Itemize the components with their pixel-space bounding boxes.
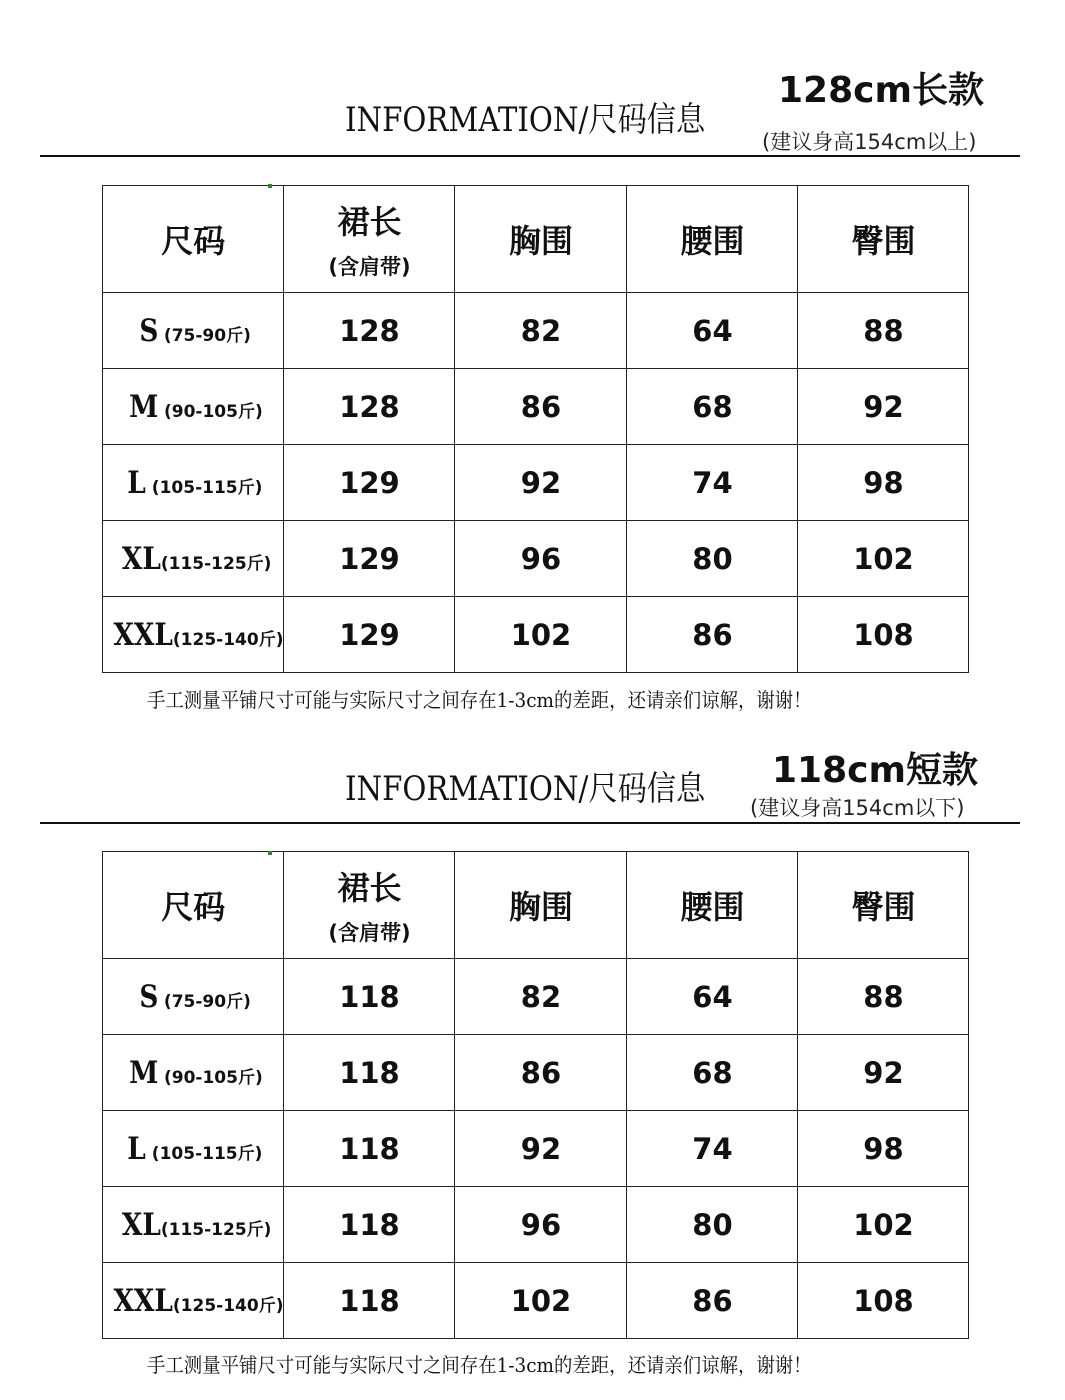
size-label: M	[128, 388, 159, 425]
size-label: XXL	[113, 1282, 173, 1319]
length-value: 129	[284, 597, 455, 673]
measurement-note: 手工测量平铺尺寸可能与实际尺寸之间存在1-3cm的差距，还请亲们谅解，谢谢！	[147, 688, 812, 712]
hip-value: 88	[798, 293, 969, 369]
waist-value: 86	[627, 597, 798, 673]
hip-value: 88	[798, 959, 969, 1035]
table-row	[103, 1263, 969, 1339]
size-label: S	[138, 978, 159, 1015]
chest-value: 92	[455, 1111, 627, 1187]
header-length-label: 裙长	[337, 869, 402, 907]
green-corner-mark	[268, 184, 272, 188]
chest-value: 102	[455, 597, 627, 673]
chest-value: 96	[455, 1187, 627, 1263]
table-row	[103, 521, 969, 597]
measurement-note: 手工测量平铺尺寸可能与实际尺寸之间存在1-3cm的差距，还请亲们谅解，谢谢！	[147, 1353, 812, 1377]
size-cell	[103, 1111, 284, 1187]
waist-value: 74	[627, 1111, 798, 1187]
size-label: S	[138, 312, 159, 349]
chest-value: 82	[455, 293, 627, 369]
hip-value: 102	[798, 521, 969, 597]
header-size: 尺码	[103, 186, 284, 293]
size-label: XL	[121, 540, 161, 577]
hip-value: 92	[798, 1035, 969, 1111]
table-row	[103, 1111, 969, 1187]
divider-line	[40, 155, 1020, 157]
hip-value: 108	[798, 1263, 969, 1339]
size-table	[102, 851, 969, 1339]
variant-height-note: (建议身高154cm以上)	[762, 130, 977, 154]
header-length	[284, 186, 455, 293]
weight-range: (75-90斤)	[158, 991, 251, 1012]
size-label: L	[127, 1130, 146, 1167]
chest-value: 92	[455, 445, 627, 521]
size-cell	[103, 1263, 284, 1339]
size-label: L	[127, 464, 146, 501]
length-value: 118	[284, 1263, 455, 1339]
weight-range: (90-105斤)	[158, 401, 263, 422]
header-hip: 臀围	[798, 186, 969, 293]
chest-value: 102	[455, 1263, 627, 1339]
size-cell	[103, 445, 284, 521]
table-row	[103, 369, 969, 445]
divider-line	[40, 822, 1020, 824]
weight-range: (125-140斤)	[172, 1295, 284, 1316]
waist-value: 64	[627, 293, 798, 369]
weight-range: (105-115斤)	[145, 477, 263, 498]
size-cell	[103, 521, 284, 597]
size-cell	[103, 1035, 284, 1111]
length-value: 128	[284, 369, 455, 445]
length-value: 129	[284, 445, 455, 521]
header-length-sub: (含肩带)	[328, 255, 411, 279]
header-chest: 胸围	[455, 852, 627, 959]
waist-value: 68	[627, 1035, 798, 1111]
header-waist: 腰围	[627, 852, 798, 959]
length-value: 128	[284, 293, 455, 369]
weight-range: (115-125斤)	[160, 1219, 272, 1240]
weight-range: (105-115斤)	[145, 1143, 263, 1164]
length-value: 129	[284, 521, 455, 597]
size-label: XXL	[113, 616, 173, 653]
hip-value: 108	[798, 597, 969, 673]
weight-range: (75-90斤)	[158, 325, 251, 346]
table-header-row	[103, 852, 969, 959]
table-row	[103, 1187, 969, 1263]
variant-title: 118cm短款	[772, 750, 978, 791]
header-length-sub: (含肩带)	[328, 921, 411, 945]
hip-value: 102	[798, 1187, 969, 1263]
size-label: M	[128, 1054, 159, 1091]
header-size: 尺码	[103, 852, 284, 959]
table-row	[103, 959, 969, 1035]
hip-value: 98	[798, 1111, 969, 1187]
weight-range: (125-140斤)	[172, 629, 284, 650]
waist-value: 64	[627, 959, 798, 1035]
chest-value: 96	[455, 521, 627, 597]
table-header-row	[103, 186, 969, 293]
size-cell	[103, 293, 284, 369]
waist-value: 86	[627, 1263, 798, 1339]
hip-value: 92	[798, 369, 969, 445]
length-value: 118	[284, 1111, 455, 1187]
hip-value: 98	[798, 445, 969, 521]
size-cell	[103, 369, 284, 445]
size-cell	[103, 597, 284, 673]
table-row	[103, 293, 969, 369]
chest-value: 86	[455, 1035, 627, 1111]
size-label: XL	[121, 1206, 161, 1243]
table-row	[103, 445, 969, 521]
weight-range: (90-105斤)	[158, 1067, 263, 1088]
size-cell	[103, 959, 284, 1035]
header-chest: 胸围	[455, 186, 627, 293]
length-value: 118	[284, 1187, 455, 1263]
length-value: 118	[284, 959, 455, 1035]
waist-value: 74	[627, 445, 798, 521]
waist-value: 80	[627, 521, 798, 597]
size-cell	[103, 1187, 284, 1263]
waist-value: 68	[627, 369, 798, 445]
header-waist: 腰围	[627, 186, 798, 293]
size-table	[102, 185, 969, 673]
table-row	[103, 597, 969, 673]
chest-value: 86	[455, 369, 627, 445]
waist-value: 80	[627, 1187, 798, 1263]
weight-range: (115-125斤)	[160, 553, 272, 574]
information-title: INFORMATION/尺码信息	[345, 100, 706, 140]
variant-height-note: (建议身高154cm以下)	[750, 796, 965, 820]
header-length-label: 裙长	[337, 203, 402, 241]
header-hip: 臀围	[798, 852, 969, 959]
length-value: 118	[284, 1035, 455, 1111]
table-row	[103, 1035, 969, 1111]
variant-title: 128cm长款	[778, 70, 984, 111]
chest-value: 82	[455, 959, 627, 1035]
information-title: INFORMATION/尺码信息	[345, 769, 706, 809]
header-length	[284, 852, 455, 959]
green-corner-mark	[268, 851, 272, 855]
